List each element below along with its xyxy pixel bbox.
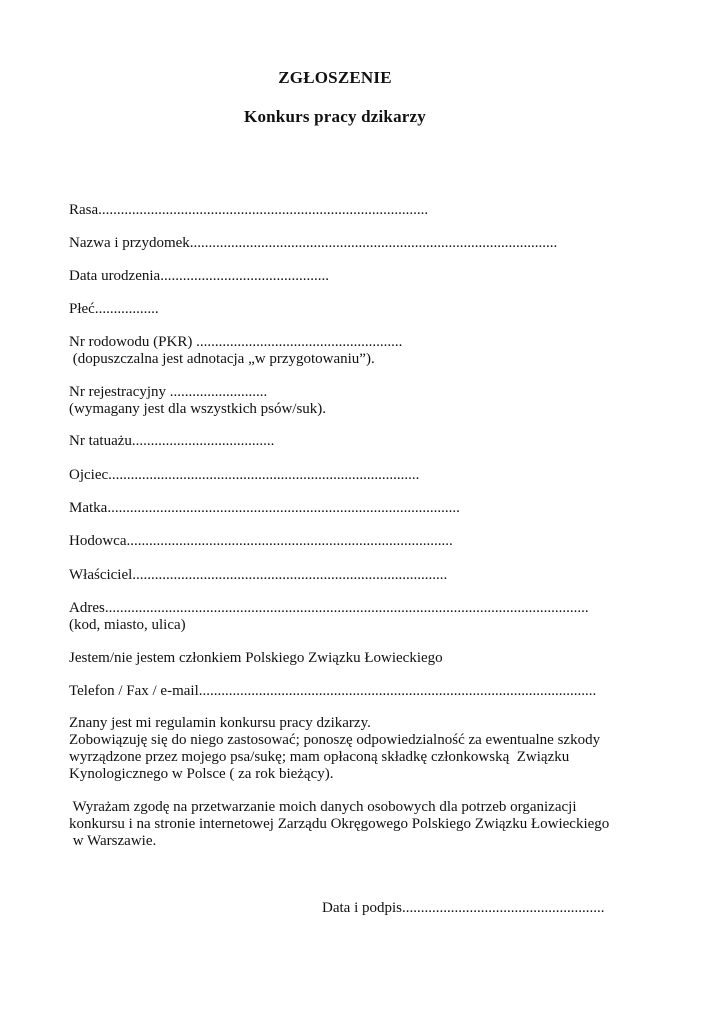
field-plec[interactable]: Płeć................. xyxy=(69,301,159,317)
consent-line-3: w Warszawie. xyxy=(69,833,157,849)
nr-rejestracyjny-note: (wymagany jest dla wszystkich psów/suk). xyxy=(69,401,327,417)
field-matka[interactable]: Matka.............................................................................................. xyxy=(69,500,460,516)
field-data-i-podpis[interactable]: Data i podpis...................................................... xyxy=(322,900,605,916)
consent-line-2: konkursu i na stronie internetowej Zarządu Okręgowego Polskiego Związku Łowieckiego xyxy=(69,816,610,832)
field-rasa[interactable]: Rasa........................................................................................ xyxy=(69,202,429,218)
field-nr-tatuazu[interactable]: Nr tatuażu...................................... xyxy=(69,433,275,449)
field-nr-rejestracyjny[interactable]: Nr rejestracyjny .......................... xyxy=(69,384,268,400)
declaration-line-2: Zobowiązuję się do niego zastosować; ponoszę odpowiedzialność za ewentualne szkody xyxy=(69,732,601,748)
field-ojciec[interactable]: Ojciec................................................................................... xyxy=(69,467,420,483)
declaration-line-3: wyrządzone przez mojego psa/sukę; mam opłaconą składkę członkowską Związku xyxy=(69,749,570,765)
field-nr-rodowodu[interactable]: Nr rodowodu (PKR) ....................................................... xyxy=(69,334,403,350)
declaration-line-4: Kynologicznego w Polsce ( za rok bieżący). xyxy=(69,766,334,782)
consent-line-1: Wyrażam zgodę na przetwarzanie moich danych osobowych dla potrzeb organizacji xyxy=(69,799,577,815)
field-telefon-fax-email[interactable]: Telefon / Fax / e-mail.......................................................................................................... xyxy=(69,683,597,699)
nr-rodowodu-note: (dopuszczalna jest adnotacja „w przygotowaniu”). xyxy=(69,351,375,367)
document-subtitle: Konkurs pracy dzikarzy xyxy=(244,107,426,126)
declaration-line-1: Znany jest mi regulamin konkursu pracy dzikarzy. xyxy=(69,715,371,731)
field-hodowca[interactable]: Hodowca....................................................................................... xyxy=(69,533,453,549)
membership-statement: Jestem/nie jestem członkiem Polskiego Związku Łowieckiego xyxy=(69,650,443,666)
document-title: ZGŁOSZENIE xyxy=(278,68,392,87)
field-adres[interactable]: Adres................................................................................................................................. xyxy=(69,600,589,616)
field-data-urodzenia[interactable]: Data urodzenia............................................. xyxy=(69,268,329,284)
field-nazwa-przydomek[interactable]: Nazwa i przydomek.................................................................................................. xyxy=(69,235,558,251)
adres-note: (kod, miasto, ulica) xyxy=(69,617,186,633)
field-wlasciciel[interactable]: Właściciel.................................................................................... xyxy=(69,567,448,583)
